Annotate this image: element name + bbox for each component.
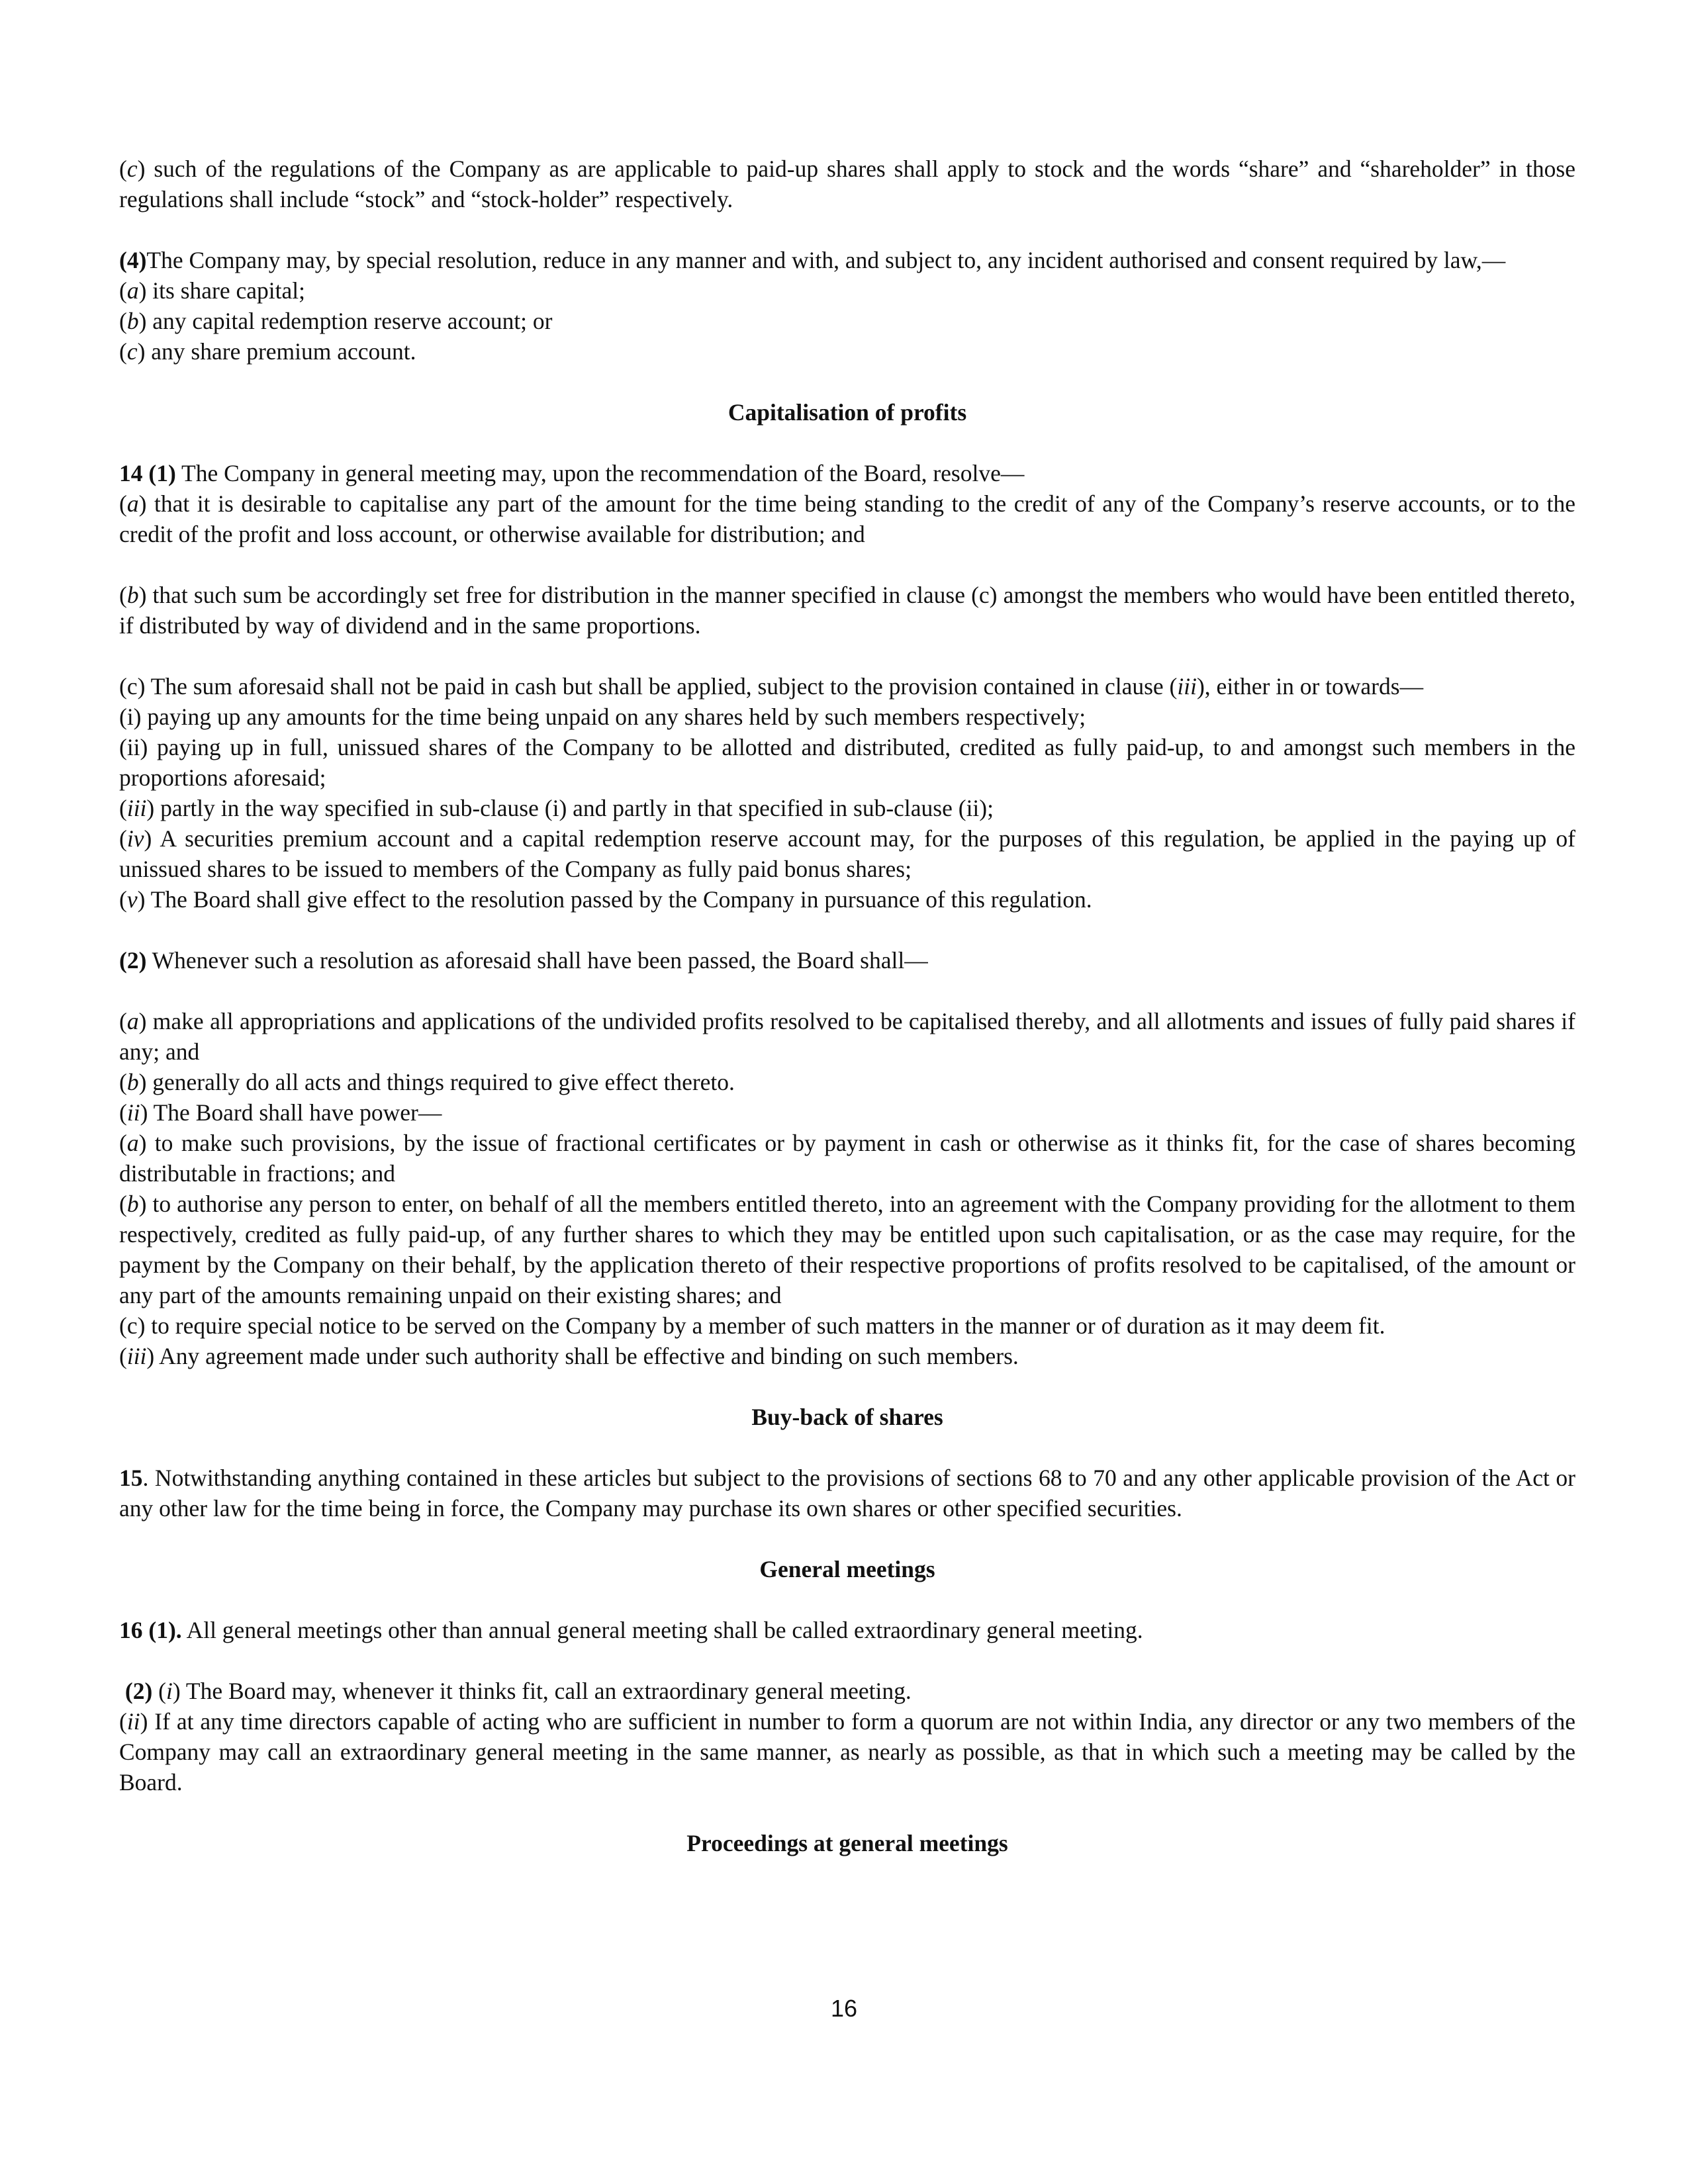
clause-marker: ii [126,1099,140,1126]
paragraph-text: (ii) paying up in full, unissued shares of the Company to be allotted and distributed, credited as fully paid-up, to and amongst such members in the proportions aforesaid; [119,734,1575,791]
clause-marker: a [126,490,139,517]
paragraph-subclause-iv: (iv) A securities premium account and a capital redemption reserve account may, for the purposes of this regulation, be applied in the paying up of unissued shares to be issued to members of the Company as fully paid bonus shares; [119,825,1575,882]
clause-marker: iii [1177,673,1197,700]
paragraph-clause-b-authorise: (b) to authorise any person to enter, on behalf of all the members entitled thereto, into an agreement with the Company providing for the allotment to them respectively, credited as fully paid-up, of any further shares to which they may be entitled upon such capitalisation, or as the case may require, for the payment by the Company on their behalf, by the application thereto of their respective proportions of profits resolved to be capitalised, of the amount or any part of the amounts remaining unpaid on their existing shares; and [119,1191,1575,1308]
paragraph-text: ) any capital redemption reserve account; or [138,308,553,334]
paragraph-text: ) to authorise any person to enter, on behalf of all the members entitled thereto, into an agreement with the Company providing for the allotment to them respectively, credited as fully paid-up, of any further shares to which they may be entitled upon such capitalisation, or as the case may require, for the payment by the Company on their behalf, by the application thereto of their respective proportions of profits resolved to be capitalised, of the amount or any part of the amounts remaining unpaid on their existing shares; and [119,1191,1575,1308]
clause-number: (4) [119,247,147,273]
paragraph-text: The Company in general meeting may, upon the recommendation of the Board, resolve— [175,460,1025,486]
paragraph-subclause-iii: (iii) partly in the way specified in sub-clause (i) and partly in that specified in sub-clause (ii); [119,795,994,821]
clause-marker: iv [126,825,144,852]
paragraph-clause-c-share-premium: (c) any share premium account. [119,338,416,365]
clause-marker: b [126,1069,139,1095]
clause-marker: a [126,1130,139,1156]
page-number: 16 [830,1995,858,2022]
paragraph-15 [119,1463,1575,1524]
paragraph-text: ) The Board shall give effect to the resolution passed by the Company in pursuance of this regulation. [137,886,1092,913]
paragraph-text: ), either in or towards— [1196,673,1424,700]
clause-marker: v [126,886,138,913]
clause-marker: b [126,582,139,608]
paragraph-text: ) its share capital; [138,277,305,304]
paragraph-text: ) make all appropriations and applications of the undivided profits resolved to be capitalised thereby, and all allotments and issues of fully paid shares if any; and [119,1008,1575,1065]
paragraph-text: ) to make such provisions, by the issue of fractional certificates or by payment in cash or otherwise as it thinks fit, for the case of shares becoming distributable in fractions; and [119,1130,1575,1187]
clause-number: 14 (1) [119,460,176,486]
paragraph-subclause-iii-agreement: (iii) Any agreement made under such authority shall be effective and binding on such members. [119,1343,1019,1369]
paragraph-subclause-ii-quorum: (ii) If at any time directors capable of acting who are sufficient in number to form a quorum are not within India, any director or any two members of the Company may call an extraordinary general meeting in the same manner, as nearly as possible, as that in which such a meeting may be called by the Board. [119,1708,1575,1796]
paragraph-clause-c-stock: (c) such of the regulations of the Company as are applicable to paid-up shares shall apply to stock and the words “share” and “shareholder” in those regulations shall include “stock” and “stock-holder” respectively. [119,156,1575,212]
paragraph-text: ) If at any time directors capable of acting who are sufficient in number to form a quorum are not within India, any director or any two members of the Company may call an extraordinary general meeting in the same manner, as nearly as possible, as that in which such a meeting may be called by the Board. [119,1708,1575,1796]
paragraph-14-2 [119,945,1575,976]
paragraph-text: Whenever such a resolution as aforesaid shall have been passed, the Board shall— [146,947,928,974]
paragraph-text: ) partly in the way specified in sub-clause (i) and partly in that specified in sub-clause (ii); [146,795,994,821]
paragraph-text: ) The Board shall have power— [140,1099,442,1126]
paragraph-text: (c) The sum aforesaid shall not be paid in cash but shall be applied, subject to the provision contained in clause ( [119,673,1178,700]
clause-marker: ii [126,1708,140,1735]
paragraph-text: ) that such sum be accordingly set free for distribution in the manner specified in clause (c) amongst the members who would have been entitled thereto, if distributed by way of dividend and in the same proportions. [119,582,1575,639]
paragraph-text: ) that it is desirable to capitalise any part of the amount for the time being standing to the credit of any of the Company’s reserve accounts, or to the credit of the profit and loss account, or otherwise available for distribution; and [119,490,1575,547]
paragraph-16-2: (2) (i) The Board may, whenever it thinks fit, call an extraordinary general meeting. [124,1678,912,1704]
clause-marker: iii [126,1343,147,1369]
section-heading-general-meetings: General meetings [759,1556,935,1582]
paragraph-clause-a-capitalise: (a) that it is desirable to capitalise any part of the amount for the time being standing to the credit of any of the Company’s reserve accounts, or to the credit of the profit and loss account, or otherwise available for distribution; and [119,490,1575,547]
paragraph-clause-b-distribution: (b) that such sum be accordingly set free for distribution in the manner specified in clause (c) amongst the members who would have been entitled thereto, if distributed by way of dividend and in the same proportions. [119,582,1575,639]
paragraph-14-1 [119,458,1575,488]
paragraph-4-reduce-capital [119,245,1575,275]
clause-number: 16 (1). [119,1617,182,1643]
clause-number: (2) [119,947,147,974]
paragraph-clause-a-appropriations: (a) make all appropriations and applications of the undivided profits resolved to be capitalised thereby, and all allotments and issues of fully paid shares if any; and [119,1008,1575,1065]
clause-marker: b [126,1191,139,1217]
paragraph-text: . Notwithstanding anything contained in these articles but subject to the provisions of sections 68 to 70 and any other applicable provision of the Act or any other law for the time being in force, the Company may purchase its own shares or other specified securities. [119,1465,1575,1522]
clause-number: (2) [124,1678,153,1704]
paragraph-text: The Company may, by special resolution, reduce in any manner and with, and subject to, any incident authorised and consent required by law,— [146,247,1506,273]
paragraph-clause-c-special-notice [119,1310,1575,1341]
paragraph-text: ) such of the regulations of the Company as are applicable to paid-up shares shall apply to stock and the words “share” and “shareholder” in those regulations shall include “stock” and “stock-holder” respectively. [119,156,1575,212]
clause-marker: iii [126,795,147,821]
paragraph-text: ) any share premium account. [137,338,416,365]
paragraph-subclause-i [119,702,1575,732]
section-heading-buy-back: Buy-back of shares [751,1404,943,1430]
section-heading-capitalisation: Capitalisation of profits [727,399,967,426]
paragraph-text: ) generally do all acts and things required to give effect thereto. [138,1069,735,1095]
paragraph-text: ) The Board may, whenever it thinks fit, call an extraordinary general meeting. [172,1678,912,1704]
clause-marker: c [126,156,138,182]
clause-marker: a [126,277,139,304]
paragraph-subclause-v: (v) The Board shall give effect to the resolution passed by the Company in pursuance of this regulation. [119,886,1092,913]
paragraph-subclause-ii [119,732,1575,793]
clause-marker: i [165,1678,173,1704]
paragraph-16-1 [119,1615,1575,1645]
paragraph-clause-a-share-capital: (a) its share capital; [119,277,305,304]
paragraph-clause-a-fractional: (a) to make such provisions, by the issue of fractional certificates or by payment in cash or otherwise as it thinks fit, for the case of shares becoming distributable in fractions; and [119,1130,1575,1187]
clause-marker: c [126,338,138,365]
paragraph-clause-b-capital-redemption: (b) any capital redemption reserve account; or [119,308,553,334]
paragraph-text: (c) to require special notice to be served on the Company by a member of such matters in the manner or of duration as it may deem fit. [119,1312,1385,1339]
paragraph-subclause-ii-power: (ii) The Board shall have power— [119,1099,442,1126]
document-page [119,154,1575,1858]
paragraph-text: ) Any agreement made under such authority shall be effective and binding on such members. [146,1343,1019,1369]
clause-marker: a [126,1008,139,1034]
paragraph-clause-c-not-cash [119,671,1575,702]
clause-marker: b [126,308,139,334]
paragraph-text: ) A securities premium account and a capital redemption reserve account may, for the purposes of this regulation, be applied in the paying up of unissued shares to be issued to members of the Company as fully paid bonus shares; [119,825,1575,882]
clause-number: 15 [119,1465,143,1491]
paragraph-text: (i) paying up any amounts for the time being unpaid on any shares held by such members respectively; [119,704,1086,730]
section-heading-proceedings: Proceedings at general meetings [686,1830,1008,1856]
paragraph-text: All general meetings other than annual general meeting shall be called extraordinary general meeting. [181,1617,1143,1643]
paragraph-clause-b-generally: (b) generally do all acts and things required to give effect thereto. [119,1069,735,1095]
